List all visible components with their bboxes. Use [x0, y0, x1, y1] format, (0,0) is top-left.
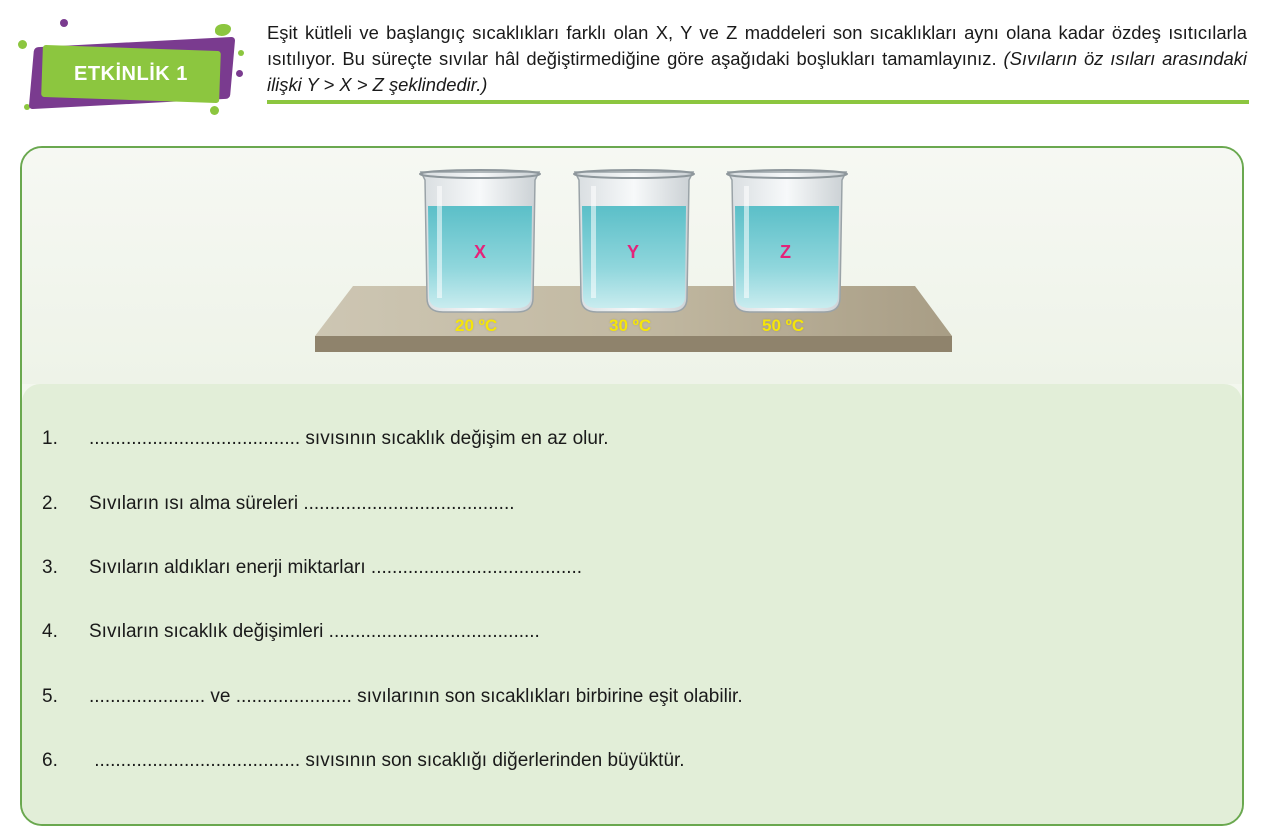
beaker-x-label: X: [474, 242, 487, 262]
question-2: [42, 493, 515, 515]
question-6: [42, 750, 685, 772]
question-text: Sıvıların aldıkları enerji miktarları ........................................: [89, 557, 583, 578]
question-text: ...................... ve ...................... sıvılarının son sıcaklıkları birbirine eşit olabilir.: [89, 686, 743, 707]
question-number: 4.: [42, 621, 58, 642]
activity-badge: [10, 14, 260, 124]
badge-label: ETKİNLİK 1: [74, 62, 188, 85]
activity-instructions: [267, 20, 1247, 98]
question-text: Sıvıların ısı alma süreleri ........................................: [89, 493, 515, 514]
question-text: ....................................... sıvısının son sıcaklığı diğerlerinden büyüktür.: [89, 750, 685, 771]
question-4: [42, 621, 540, 643]
decor-dot: [236, 70, 243, 77]
beaker-z-label: Z: [780, 242, 791, 262]
decor-dot: [215, 24, 231, 36]
decor-dot: [210, 106, 219, 115]
question-number: 1.: [42, 428, 58, 449]
beaker-x-temperature: 20 ºC: [455, 316, 498, 335]
beaker-y: [571, 166, 697, 314]
decor-dot: [238, 50, 244, 56]
question-1: [42, 428, 609, 450]
beaker-y-temperature: 30 ºC: [609, 316, 652, 335]
instructions-text: Eşit kütleli ve başlangıç sıcaklıkları farklı olan X, Y ve Z maddeleri son sıcaklıkları aynı olana kadar özdeş ısıtıcılarla ısıtılıyor. Bu süreçte sıvılar hâl değiştirmediğine göre aşağıdaki boşlukları tamamlayınız.: [267, 22, 1247, 69]
question-5: [42, 686, 743, 708]
beaker-z-temperature: 50 ºC: [762, 316, 805, 335]
question-number: 6.: [42, 750, 58, 771]
beaker-y-label: Y: [627, 242, 640, 262]
specific-heat-note: (Sıvıların öz ısıları arasındaki ilişki Y > X > Z şeklindedir.): [267, 48, 1247, 95]
question-text: Sıvıların sıcaklık değişimleri ........................................: [89, 621, 540, 642]
beaker-z: [724, 166, 850, 314]
question-number: 2.: [42, 493, 58, 514]
decor-dot: [18, 40, 27, 49]
header-divider: [267, 100, 1249, 104]
decor-dot: [60, 19, 68, 27]
question-3: [42, 557, 582, 579]
badge-label-box: [41, 45, 221, 103]
question-text: ........................................ sıvısının sıcaklık değişim en az olur.: [89, 428, 609, 449]
question-number: 5.: [42, 686, 58, 707]
question-number: 3.: [42, 557, 58, 578]
beaker-x: [417, 166, 543, 314]
